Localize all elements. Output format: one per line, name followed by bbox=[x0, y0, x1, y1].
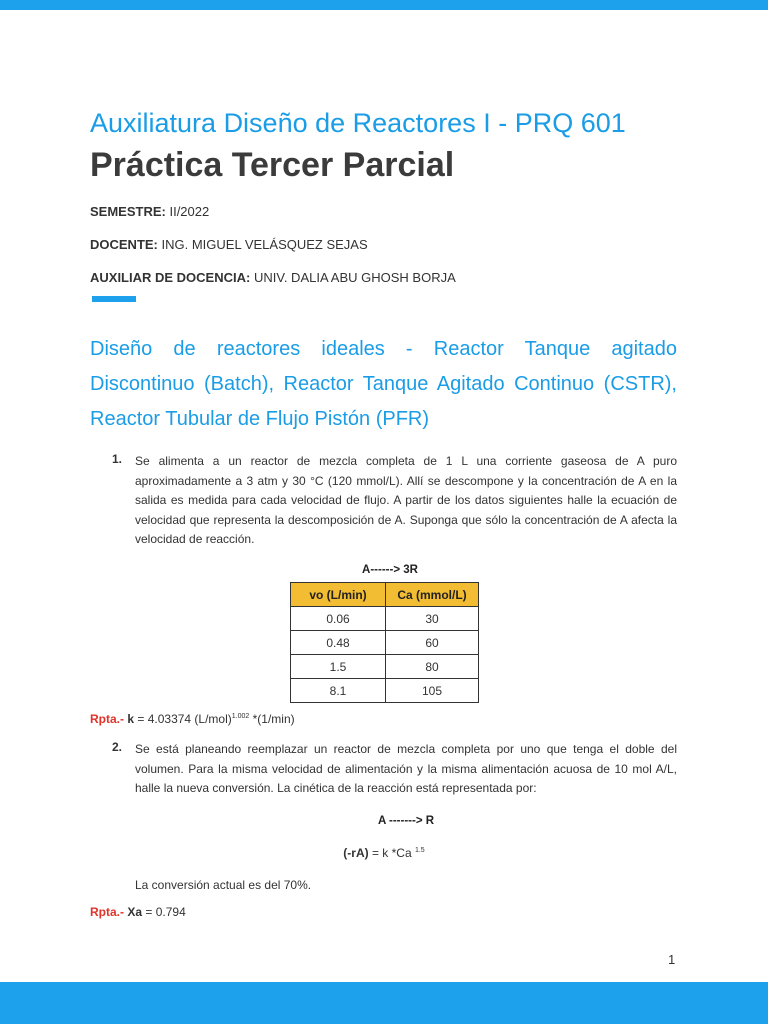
meta-semestre bbox=[90, 204, 209, 219]
answer-value: = 0.794 bbox=[142, 905, 186, 919]
problem-1-reaction: A------> 3R bbox=[362, 564, 418, 576]
auxiliar-label: AUXILIAR DE DOCENCIA: bbox=[90, 270, 251, 285]
problem-2-reaction: A -------> R bbox=[377, 815, 435, 827]
bottom-accent-bar bbox=[0, 982, 768, 1024]
rate-equation bbox=[0, 846, 768, 860]
table-cell: 30 bbox=[386, 607, 479, 631]
column-header-vo: vo (L/min) bbox=[291, 583, 386, 607]
problem-2-text: Se está planeando reemplazar un reactor de mezcla completa por uno que tenga el doble del volumen. Para la misma velocidad de alimentación y la misma alimentación acuosa de 10 mol A/L, halle la nueva conversión. La cinética de la reacción está representada por: bbox=[135, 742, 677, 795]
docente-label: DOCENTE: bbox=[90, 237, 158, 252]
table-cell: 0.06 bbox=[291, 607, 386, 631]
problem-1-number: 1. bbox=[112, 452, 123, 466]
table-cell: 0.48 bbox=[291, 631, 386, 655]
table-cell: 105 bbox=[386, 679, 479, 703]
course-title: Auxiliatura Diseño de Reactores I - PRQ 601 bbox=[90, 108, 626, 138]
table-cell: 8.1 bbox=[291, 679, 386, 703]
conversion-note: La conversión actual es del 70%. bbox=[135, 878, 312, 892]
table-row bbox=[291, 631, 479, 655]
problem-2-answer bbox=[90, 905, 186, 919]
column-header-ca: Ca (mmol/L) bbox=[386, 583, 479, 607]
page-title: Práctica Tercer Parcial bbox=[90, 146, 455, 184]
data-table bbox=[290, 582, 479, 703]
section-title: Diseño de reactores ideales - Reactor Tanque agitado Discontinuo (Batch), Reactor Tanque Agitado Continuo (CSTR), Reactor Tubular de Flujo Pistón (PFR) bbox=[90, 338, 677, 430]
table-row bbox=[291, 679, 479, 703]
answer-variable: k bbox=[127, 712, 135, 726]
docente-value: ING. MIGUEL VELÁSQUEZ SEJAS bbox=[161, 237, 368, 252]
problem-1-text: Se alimenta a un reactor de mezcla completa de 1 L una corriente gaseosa de A puro aproximadamente a 3 atm y 30 °C (120 mmol/L). Allí se descompone y la concentración de A en la salida es medida para cada velocidad de flujo. A partir de los datos siguientes halle la ecuación de velocidad que representa la descomposición de A. Suponga que sólo la concentración de A afecta la velocidad de reacción. bbox=[135, 454, 677, 546]
meta-docente bbox=[90, 237, 368, 252]
rate-exponent: 1.5 bbox=[414, 847, 425, 854]
answer-tail: *(1/min) bbox=[249, 712, 295, 726]
table-header-row bbox=[291, 583, 479, 607]
auxiliar-value: UNIV. DALIA ABU GHOSH BORJA bbox=[253, 270, 456, 285]
semestre-value: II/2022 bbox=[169, 204, 210, 219]
answer-label: Rpta.- bbox=[90, 712, 124, 726]
problem-1-answer bbox=[90, 712, 295, 726]
answer-variable: Xa bbox=[127, 905, 143, 919]
table-row bbox=[291, 655, 479, 679]
answer-label: Rpta.- bbox=[90, 905, 124, 919]
answer-exponent: 1.002 bbox=[231, 713, 250, 720]
answer-equation: = 4.03374 (L/mol) bbox=[134, 712, 232, 726]
rate-rhs: = k *Ca bbox=[368, 846, 415, 860]
accent-divider bbox=[92, 296, 136, 302]
table-cell: 80 bbox=[386, 655, 479, 679]
meta-auxiliar bbox=[90, 270, 456, 285]
table-cell: 1.5 bbox=[291, 655, 386, 679]
problem-1 bbox=[90, 452, 677, 550]
page-number: 1 bbox=[668, 952, 676, 967]
rate-lhs: (-rA) bbox=[343, 846, 369, 860]
table-cell: 60 bbox=[386, 631, 479, 655]
semestre-label: SEMESTRE: bbox=[90, 204, 166, 219]
problem-2-number: 2. bbox=[112, 740, 123, 754]
top-accent-bar bbox=[0, 0, 768, 10]
table-row bbox=[291, 607, 479, 631]
problem-2 bbox=[90, 740, 677, 799]
